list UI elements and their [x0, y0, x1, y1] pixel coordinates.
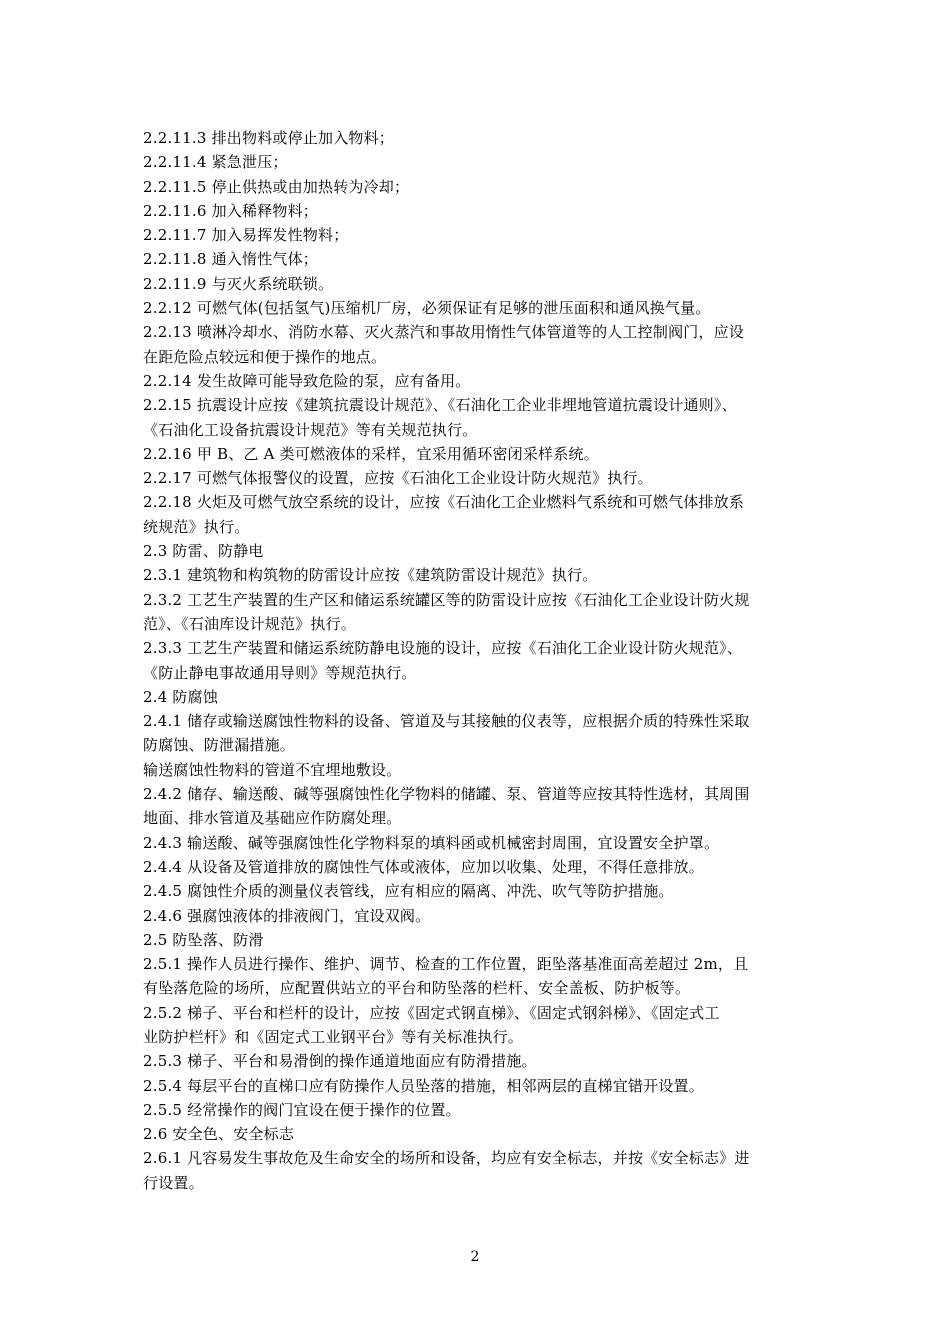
text-line: 2.2.11.5 停止供热或由加热转为冷却；: [143, 177, 410, 196]
text-line: 统规范》执行。: [143, 517, 250, 536]
text-line: 2.2.17 可燃气体报警仪的设置，应按《石油化工企业设计防火规范》执行。: [143, 469, 653, 488]
text-line: 2.2.16 甲 B、乙 A 类可燃液体的采样，宜采用循环密闭采样系统。: [143, 444, 599, 463]
text-line: 2.4.4 从设备及管道排放的腐蚀性气体或液体，应加以收集、处理，不得任意排放。: [143, 857, 704, 876]
text-line: 2.4.1 储存或输送腐蚀性物料的设备、管道及与其接触的仪表等，应根据介质的特殊性采取: [143, 712, 750, 731]
text-line: 2.5 防坠落、防滑: [143, 930, 264, 949]
page-number: 2: [470, 1249, 480, 1265]
text-line: 2.5.2 梯子、平台和栏杆的设计，应按《固定式钢直梯》、《固定式钢斜梯》、《固定式工: [143, 1003, 720, 1022]
text-line: 防腐蚀、防泄漏措施。: [143, 736, 296, 755]
text-line: 2.6.1 凡容易发生事故危及生命安全的场所和设备，均应有安全标志，并按《安全标志》进: [143, 1149, 750, 1168]
text-line: 2.4.5 腐蚀性介质的测量仪表管线，应有相应的隔离、冲洗、吹气等防护措施。: [143, 882, 674, 901]
text-line: 在距危险点较远和便于操作的地点。: [143, 347, 387, 366]
text-line: 2.3.2 工艺生产装置的生产区和储运系统罐区等的防雷设计应按《石油化工企业设计防火规: [143, 590, 750, 609]
text-line: 范》、《石油库设计规范》执行。: [143, 614, 357, 633]
text-line: 2.2.11.7 加入易挥发性物料；: [143, 226, 349, 245]
text-line: 地面、排水管道及基础应作防腐处理。: [143, 809, 402, 828]
text-line: 2.4.3 输送酸、碱等强腐蚀性化学物料泵的填料函或机械密封周围，宜设置安全护罩。: [143, 833, 720, 852]
text-line: 2.4.6 强腐蚀液体的排液阀门，宜设双阀。: [143, 906, 431, 925]
text-line: 有坠落危险的场所，应配置供站立的平台和防坠落的栏杆、安全盖板、防护板等。: [143, 979, 691, 998]
text-line: 2.5.1 操作人员进行操作、维护、调节、检查的工作位置，距坠落基准面高差超过 2m，且: [143, 955, 749, 974]
text-line: 业防护栏杆》和《固定式工业钢平台》等有关标准执行。: [143, 1027, 524, 1046]
text-line: 2.4 防腐蚀: [143, 687, 219, 706]
text-line: 2.3.3 工艺生产装置和储运系统防静电设施的设计，应按《石油化工企业设计防火规范》、: [143, 639, 743, 658]
text-line: 《石油化工设备抗震设计规范》等有关规范执行。: [143, 420, 478, 439]
text-line: 2.5.4 每层平台的直梯口应有防操作人员坠落的措施，相邻两层的直梯宜错开设置。: [143, 1076, 704, 1095]
text-line: 2.2.11.4 紧急泄压；: [143, 153, 288, 172]
text-line: 2.2.12 可燃气体(包括氢气)压缩机厂房，必须保证有足够的泄压面积和通风换气量。: [143, 299, 711, 318]
text-line: 2.2.11.3 排出物料或停止加入物料；: [143, 129, 394, 147]
text-line: 2.2.18 火炬及可燃气放空系统的设计，应按《石油化工企业燃料气系统和可燃气体排放系: [143, 493, 745, 512]
text-line: 2.2.11.8 通入惰性气体；: [143, 250, 318, 269]
text-line: 2.4.2 储存、输送酸、碱等强腐蚀性化学物料的储罐、泵、管道等应按其特性选材，其周围: [143, 785, 750, 804]
text-line: 2.6 安全色、安全标志: [143, 1125, 295, 1144]
text-line: 2.2.14 发生故障可能导致危险的泵，应有备用。: [143, 371, 471, 390]
text-line: 2.5.3 梯子、平台和易滑倒的操作通道地面应有防滑措施。: [143, 1052, 537, 1071]
text-line: 2.5.5 经常操作的阀门宜设在便于操作的位置。: [143, 1100, 461, 1119]
text-line: 2.3 防雷、防静电: [143, 542, 264, 561]
text-line: 2.2.11.9 与灭火系统联锁。: [143, 274, 334, 293]
text-line: 2.2.13 喷淋冷却水、消防水幕、灭火蒸汽和事故用惰性气体管道等的人工控制阀门，应设: [143, 323, 745, 342]
text-line: 输送腐蚀性物料的管道不宜埋地敷设。: [143, 760, 402, 779]
text-line: 2.3.1 建筑物和构筑物的防雷设计应按《建筑防雷设计规范》执行。: [143, 566, 598, 585]
text-line: 行设置。: [143, 1173, 204, 1192]
text-line: 2.2.15 抗震设计应按《建筑抗震设计规范》、《石油化工企业非埋地管道抗震设计通则》、: [143, 396, 737, 415]
text-line: 2.2.11.6 加入稀释物料；: [143, 201, 318, 220]
text-line: 《防止静电事故通用导则》等规范执行。: [143, 663, 417, 682]
document-body: [143, 126, 813, 1195]
